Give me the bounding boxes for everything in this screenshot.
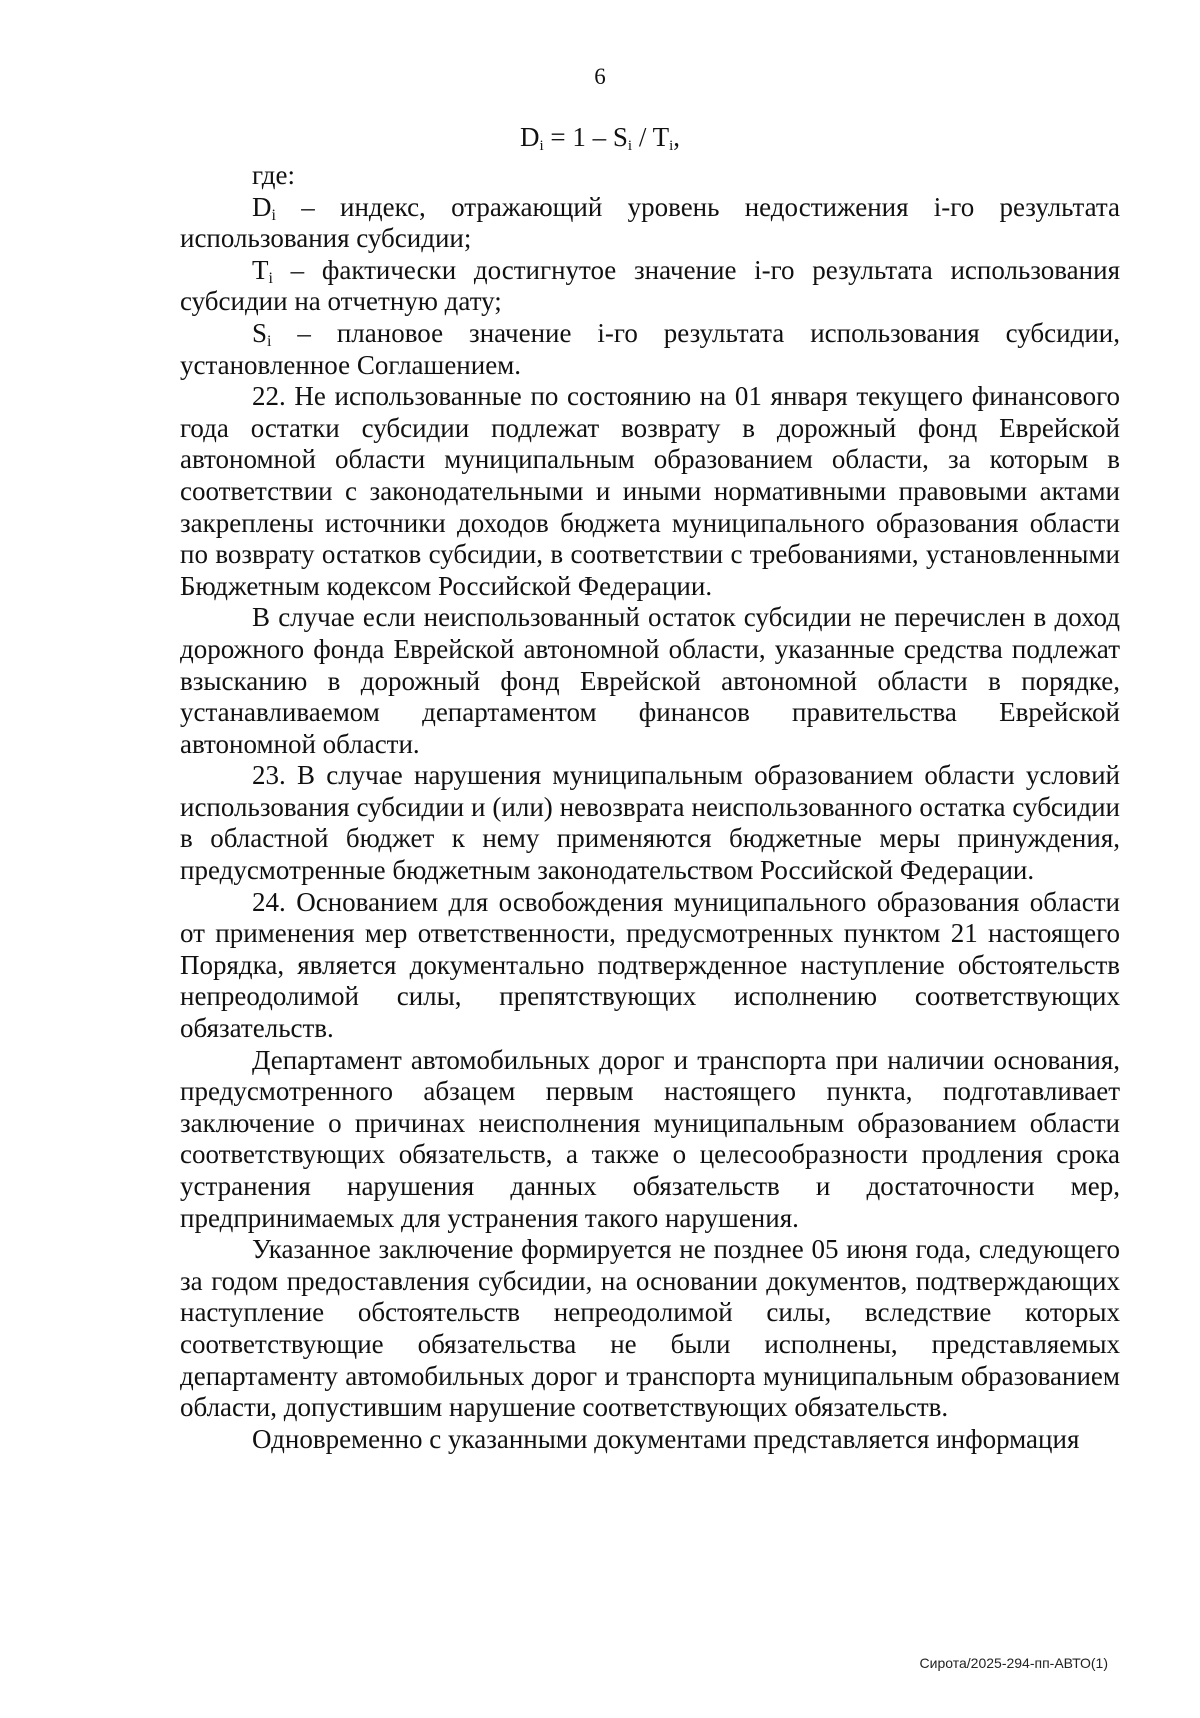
paragraph-23: 23. В случае нарушения муниципальным образованием области условий использования субсидии и (или) невозврата неиспользованного остатка субсидии в областной бюджет к нему применяются бюджетные меры принуждения, предусмотренные бюджетным законодательством Российской Федерации.	[180, 760, 1120, 886]
formula-s-subscript: i	[627, 138, 633, 154]
paragraph-24-department: Департамент автомобильных дорог и транспорта при наличии основания, предусмотренного абзацем первым настоящего пункта, подготавливает заключение о причинах неисполнения муниципальным образованием области соответствующих обязательств, а также о целесообразности продления срока устранения нарушения данных обязательств и достаточности мер, предпринимаемых для устранения такого нарушения.	[180, 1044, 1120, 1233]
page-number: 6	[594, 64, 606, 89]
definition-s	[180, 318, 1120, 381]
document-body	[180, 160, 1120, 1455]
paragraph-24: 24. Основанием для освобождения муниципального образования области от применения мер ответственности, предусмотренных пунктом 21 настоящего Порядка, является документально подтвержденное наступление обстоятельств непреодолимой силы, препятствующих исполнению соответствующих обязательств.	[180, 886, 1120, 1044]
definition-symbol: S	[252, 317, 268, 348]
paragraph-24-conclusion: Указанное заключение формируется не позднее 05 июня года, следующего за годом предоставления субсидии, на основании документов, подтверждающих наступление обстоятельств непреодолимой силы, вследствие которых соответствующие обязательства не были исполнены, представляемых департаменту автомобильных дорог и транспорта муниципальным образованием области, допустившим нарушение соответствующих обязательств.	[180, 1234, 1120, 1423]
formula-t-subscript: i	[669, 138, 674, 154]
definition-t	[180, 255, 1120, 318]
definition-subscript: i	[268, 269, 273, 287]
formula-end: ,	[673, 122, 681, 152]
where-label: где:	[252, 160, 295, 190]
formula-lhs-subscript: i	[539, 138, 544, 154]
paragraph-24-simultaneously: Одновременно с указанными документами представляется информация	[252, 1423, 1080, 1454]
paragraph-22-unused-balance: В случае если неиспользованный остаток субсидии не перечислен в доход дорожного фонда Еврейской автономной области, указанные средства подлежат взысканию в дорожный фонд Еврейской автономной области в порядке, устанавливаемом департаментом финансов правительства Еврейской автономной области.	[180, 602, 1120, 759]
definition-symbol: T	[252, 254, 269, 285]
definition-subscript: i	[267, 332, 272, 350]
paragraph-22: 22. Не использованные по состоянию на 01 января текущего финансового года остатки субсидии подлежат возврату в дорожный фонд Еврейской автономной области муниципальным образованием области, за которым в соответствии с законодательными и иными нормативными правовыми актами закреплены источники доходов бюджета муниципального образования области по возврату остатков субсидии, в соответствии с требованиями, установленными Бюджетным кодексом Российской Федерации.	[180, 381, 1120, 601]
definition-text: – индекс, отражающий уровень недостижения i-го результата использования субсидии;	[180, 191, 1120, 254]
formula-middle: = 1 – S	[543, 122, 628, 152]
definition-text: – плановое значение i-го результата использования субсидии, установленное Соглашением.	[180, 317, 1120, 380]
formula-slash: / T	[632, 122, 670, 152]
definition-text: – фактически достигнутое значение i-го результата использования субсидии на отчетную дату;	[180, 254, 1120, 317]
formula	[0, 122, 1200, 155]
formula-lhs: D	[519, 122, 540, 152]
definition-symbol: D	[252, 191, 272, 222]
footer-document-code: Сирота/2025-294-пп-АВТО(1)	[919, 1655, 1108, 1671]
definition-subscript: i	[271, 206, 276, 224]
definition-d	[180, 192, 1120, 255]
